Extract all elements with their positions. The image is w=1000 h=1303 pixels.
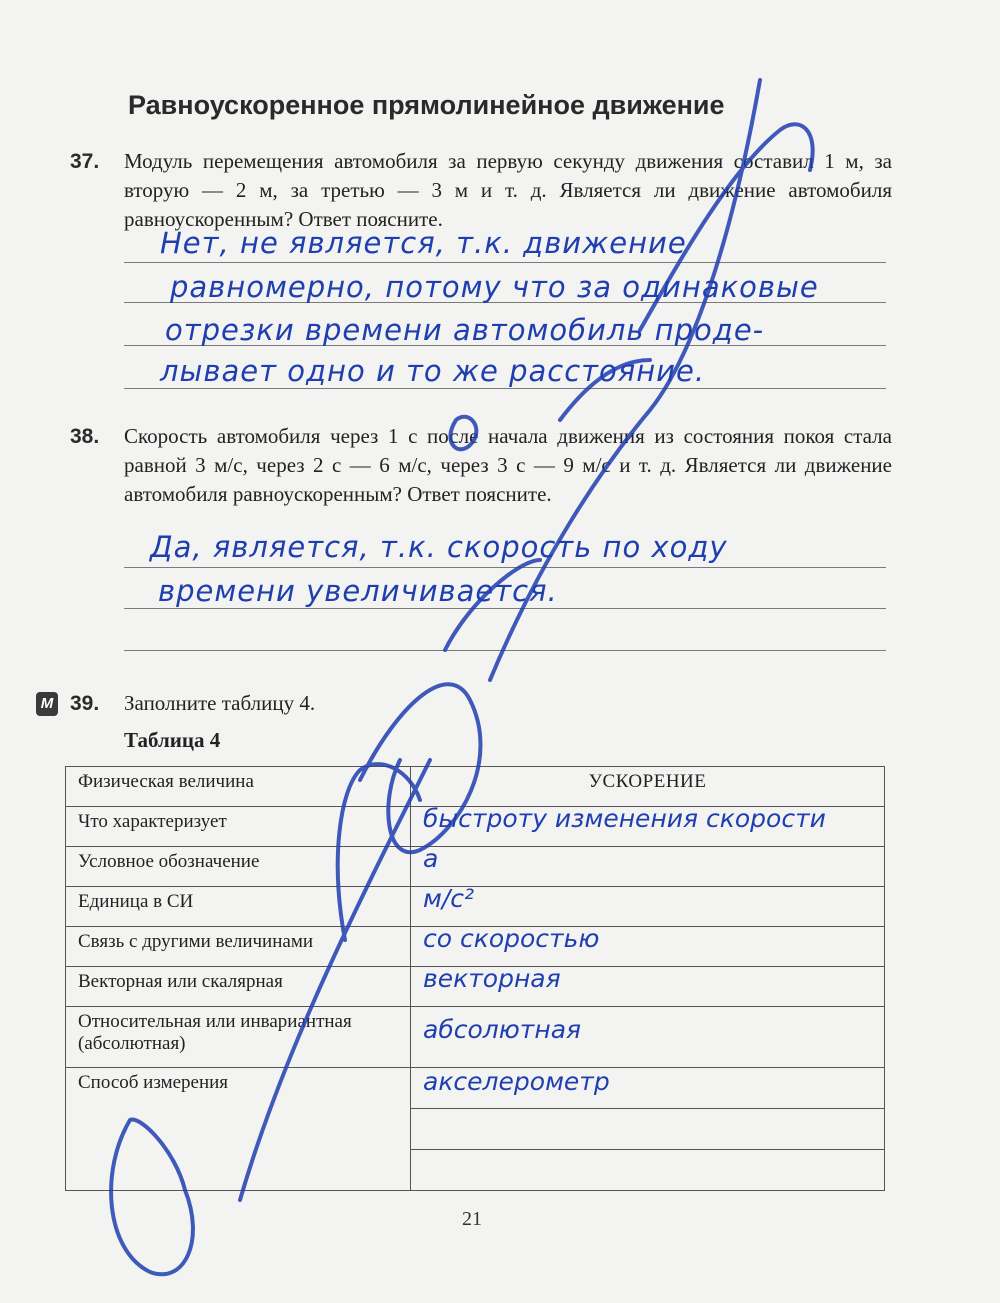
handwritten-answer: быстроту изменения скорости [423,804,826,833]
task-marker-badge: М [36,692,58,716]
handwritten-answer: a [423,844,439,873]
handwritten-answer-line: Да, является, т.к. скорость по ходу [150,530,728,564]
task-39-text: Заполните таблицу 4. [124,691,316,715]
scribble-stroke [111,1120,193,1275]
row-label: Способ измерения [66,1068,411,1191]
handwritten-answer-line: отрезки времени автомобиль проде- [165,313,765,347]
handwritten-answer-line: равномерно, потому что за одинаковые [170,270,819,304]
scribble-stroke [450,417,476,450]
task-37-number: 37. [70,150,100,173]
scribble-stroke [360,684,480,852]
table-title: Таблица 4 [124,728,221,752]
row-label: Векторная или скалярная [66,967,411,1007]
row-label: Относительная или инвариантная (абсолютная) [66,1007,411,1068]
row-label: Единица в СИ [66,887,411,927]
handwritten-answer-line: Нет, не является, т.к. движение [160,226,687,260]
scribble-stroke [240,760,430,1200]
task-38-number: 38. [70,425,100,448]
handwritten-answer: абсолютная [423,1015,582,1044]
table-header-label: Физическая величина [66,767,411,807]
scribble-stroke [490,80,760,680]
task-37-text: Модуль перемещения автомобиля за первую секунду движения составил 1 м, за вторую — 2 м, за третью — 3 м и т. д. Является ли движение автомобиля равноускоренным? Ответ поясните. [124,149,892,231]
handwritten-answer-line: времени увеличивается. [158,574,558,608]
handwritten-answer: векторная [423,964,561,993]
section-heading: Равноускоренное прямолинейное движение [128,90,725,120]
page-number: 21 [462,1208,482,1230]
row-label: Что характеризует [66,807,411,847]
handwritten-answer: со скоростью [423,924,600,953]
row-label: Условное обозначение [66,847,411,887]
task-39-number: 39. [70,692,100,715]
table-header-value: УСКОРЕНИЕ [411,767,885,807]
row-label: Связь с другими величинами [66,927,411,967]
handwritten-answer-line: лывает одно и то же расстояние. [160,354,706,388]
handwritten-answer: м/с² [423,884,475,913]
scribble-stroke [560,360,650,420]
task-38-text: Скорость автомобиля через 1 с после начала движения из состояния покоя стала равной 3 м/с, через 2 с — 6 м/с, через 3 с — 9 м/с и т. д. Является ли движение автомобиля равноускоренным? Ответ поясните. [124,424,892,506]
handwritten-answer: акселерометр [423,1067,610,1096]
